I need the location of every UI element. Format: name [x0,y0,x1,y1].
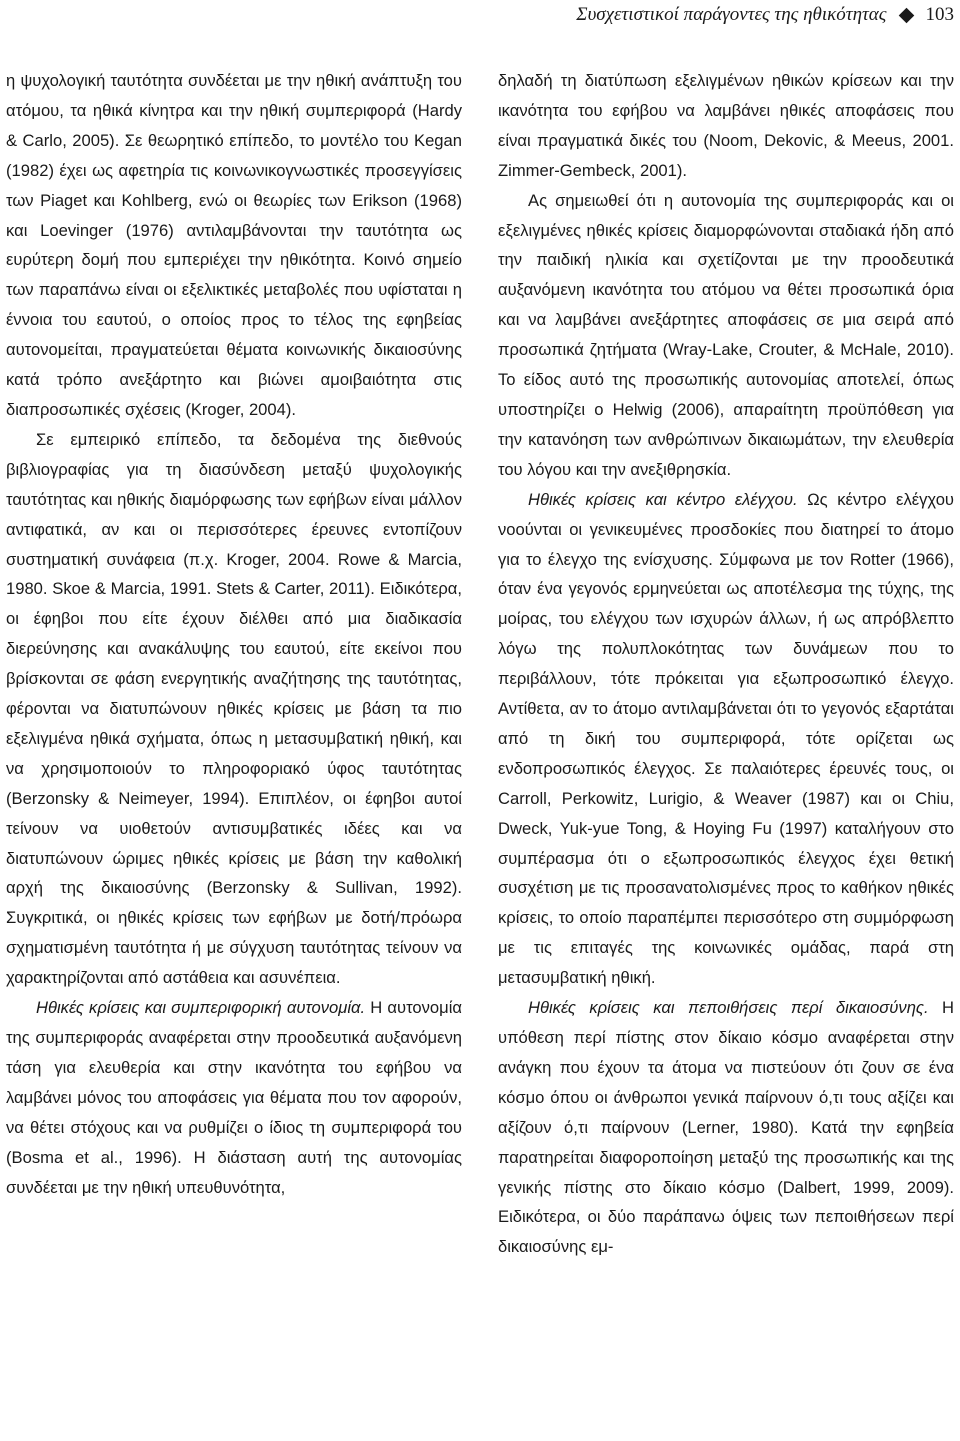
page-number: 103 [925,4,954,25]
left-column [6,66,462,1202]
right-paragraph-1: δηλαδή τη διατύπωση εξελιγμένων ηθικών κρίσεων και την ικανότητα του εφήβου να λαμβάνει ηθικές αποφάσεις που είναι πραγματικά δικές του (Noom, Dekovic, & Meeus, 2001. Zimmer-Gembeck, 2001). [498,71,954,180]
left-paragraph-3 [6,993,462,1202]
diamond-icon [898,7,914,23]
running-header [576,0,960,30]
left-paragraph-2: Σε εμπειρικό επίπεδο, τα δεδομένα της διεθνούς βιβλιογραφίας για τη διασύνδεση μεταξύ ψυχολογικής ταυτότητας και ηθικής διαμόρφωσης των εφήβων είναι μάλλον αντιφατικά, αν και οι περισσότερες έρευνες εντοπίζουν συστηματική συνάφεια (π.χ. Kroger, 2004. Rowe & Marcia, 1980. Skoe & Marcia, 1991. Stets & Carter, 2011). Ειδικότερα, οι έφηβοι που είτε έχουν διέλθει από μια διαδικασία διερεύνησης και ανακάλυψης του εαυτού, είτε εκείνοι που βρίσκονται σε φάση ενεργητικής αναζήτησης της ταυτότητας, φέρονται να διατυπώνουν ηθικές κρίσεις με βάση τα πιο εξελιγμένα ηθικά σχήματα, όπως η μετασυμβατική ηθική, και να χρησιμοποιούν το πληροφοριακό ύφος ταυτότητας (Berzonsky & Neimeyer, 1994). Επιπλέον, οι έφηβοι αυτοί τείνουν να υιοθετούν αντισυμβατικές ιδέες και να διατυπώνουν ώριμες ηθικές κρίσεις με βάση την καθολική αρχή της δικαιοσύνης (Berzonsky & Sullivan, 1992). Συγκριτικά, οι ηθικές κρίσεις των εφήβων με δοτή/πρόωρα σχηματισμένη ταυτότητα ή με σύγχυση ταυτότητας τείνουν να χαρακτηρίζονται από αστάθεια και ασυνέπεια. [6,429,462,988]
right-column [498,66,954,1262]
right-paragraph-4 [498,993,954,1262]
left-paragraph-3-text: Η αυτονομία της συμπεριφοράς αναφέρεται στην προοδευτικά αυξανόμενη τάση για ελευθερία και στην ικανότητα του εφήβου να λαμβάνει μόνος του αποφάσεις για θέματα που τον αφορούν, να θέτει στόχους και να ρυθμίζει ο ίδιος τη συμπεριφορά του (Bosma et al., 1996). Η διάσταση αυτή της αυτονομίας συνδέεται με την ηθική υπευθυνότητα, [6,998,462,1197]
left-paragraph-1: η ψυχολογική ταυτότητα συνδέεται με την ηθική ανάπτυξη του ατόμου, τα ηθικά κίνητρα και την ηθική συμπεριφορά (Hardy & Carlo, 2005). Σε θεωρητικό επίπεδο, το μοντέλο του Kegan (1982) έχει ως αφετηρία τις κοινωνικογνωστικές προσεγγίσεις των Piaget και Kohlberg, ενώ οι θεωρίες των Erikson (1968) και Loevinger (1976) αντιλαμβάνονται την ταυτότητα ως ευρύτερη δομή που εμπεριέχει την ηθικότητα. Κοινό σημείο των παραπάνω είναι οι εξελικτικές μεταβολές που υφίσταται η έννοια του εαυτού, ο οποίος προς το τέλος της εφηβείας αυτονομείται, πραγματεύεται θέματα κοινωνικής δικαιοσύνης κατά τρόπο ανεξάρτητο και βιώνει αμοιβαιότητα στις διαπροσωπικές σχέσεις (Kroger, 2004). [6,71,462,419]
running-title: Συσχετιστικοί παράγοντες της ηθικότητας [576,4,887,25]
right-paragraph-3 [498,485,954,993]
section-heading-locus-of-control: Ηθικές κρίσεις και κέντρο ελέγχου. [528,489,798,509]
section-heading-justice-beliefs: Ηθικές κρίσεις και πεποιθήσεις περί δικαιοσύνης. [528,998,929,1018]
section-heading-autonomy: Ηθικές κρίσεις και συμπεριφορική αυτονομία. [36,998,366,1018]
right-paragraph-2: Ας σημειωθεί ότι η αυτονομία της συμπεριφοράς και οι εξελιγμένες ηθικές κρίσεις διαμορφώνονται σταδιακά ήδη από την παιδική ηλικία και σχετίζονται με την προοδευτικά αυξανόμενη ικανότητα του ατόμου να θέτει προσωπικά όρια και να λαμβάνει ανεξάρτητες αποφάσεις σε μια σειρά από προσωπικά ζητήματα (Wray-Lake, Crouter, & McHale, 2010). Το είδος αυτό της προσωπικής αυτονομίας αποτελεί, όπως υποστηρίζει ο Helwig (2006), απαραίτητη προϋπόθεση για την κατανόηση των ανθρώπινων δικαιωμάτων, την ελευθερία του λόγου και την ανεξιθρησκία. [498,190,954,479]
right-paragraph-3-text: Ως κέντρο ελέγχου νοούνται οι γενικευμένες προσδοκίες που διατηρεί το άτομο για το έλεγχο της ενίσχυσης. Σύμφωνα με τον Rotter (1966), όταν ένα γεγονός ερμηνεύεται ως αποτέλεσμα της τύχης, της μοίρας, του ελέγχου των ισχυρών άλλων, ή ως απρόβλεπτο λόγω της πολυπλοκότητας των δυνάμεων που το περιβάλλουν, τότε πρόκειται για εξωπροσωπικό έλεγχο. Αντίθετα, αν το άτομο αντιλαμβάνεται ότι το γεγονός εξαρτάται από τη δική του συμπεριφορά, τότε ορίζεται ως ενδοπροσωπικός έλεγχος. Σε παλαιότερες έρευνές τους, οι Carroll, Perkowitz, Lurigio, & Weaver (1987) και οι Chiu, Dweck, Yuk-yue Tong, & Hoying Fu (1997) καταλήγουν στο συμπέρασμα ότι ο εξωπροσωπικός έλεγχος έχει θετική συσχέτιση με τις προσανατολισμένες προς το καθήκον ηθικές κρίσεις, το οποίο παραπέμπει περισσότερο στη συμμόρφωση με τις επιταγές της κοινωνικές ομάδας, παρά στη μετασυμβατική ηθική. [498,489,954,988]
right-paragraph-4-text: Η υπόθεση περί πίστης στον δίκαιο κόσμο αναφέρεται στην ανάγκη που έχουν τα άτομα να πιστεύουν ότι ζουν σε ένα κόσμο όπου οι άνθρωποι γενικά παίρνουν ό,τι τους αξίζει και αξίζουν ό,τι παίρνουν (Lerner, 1980). Κατά την εφηβεία παρατηρείται διαφοροποίηση μεταξύ της προσωπικής και της γενικής πίστης στο δίκαιο κόσμο (Dalbert, 1999, 2009). Ειδικότερα, οι δύο παράπανω όψεις των πεποιθήσεων περί δικαιοσύνης εμ- [498,998,955,1257]
